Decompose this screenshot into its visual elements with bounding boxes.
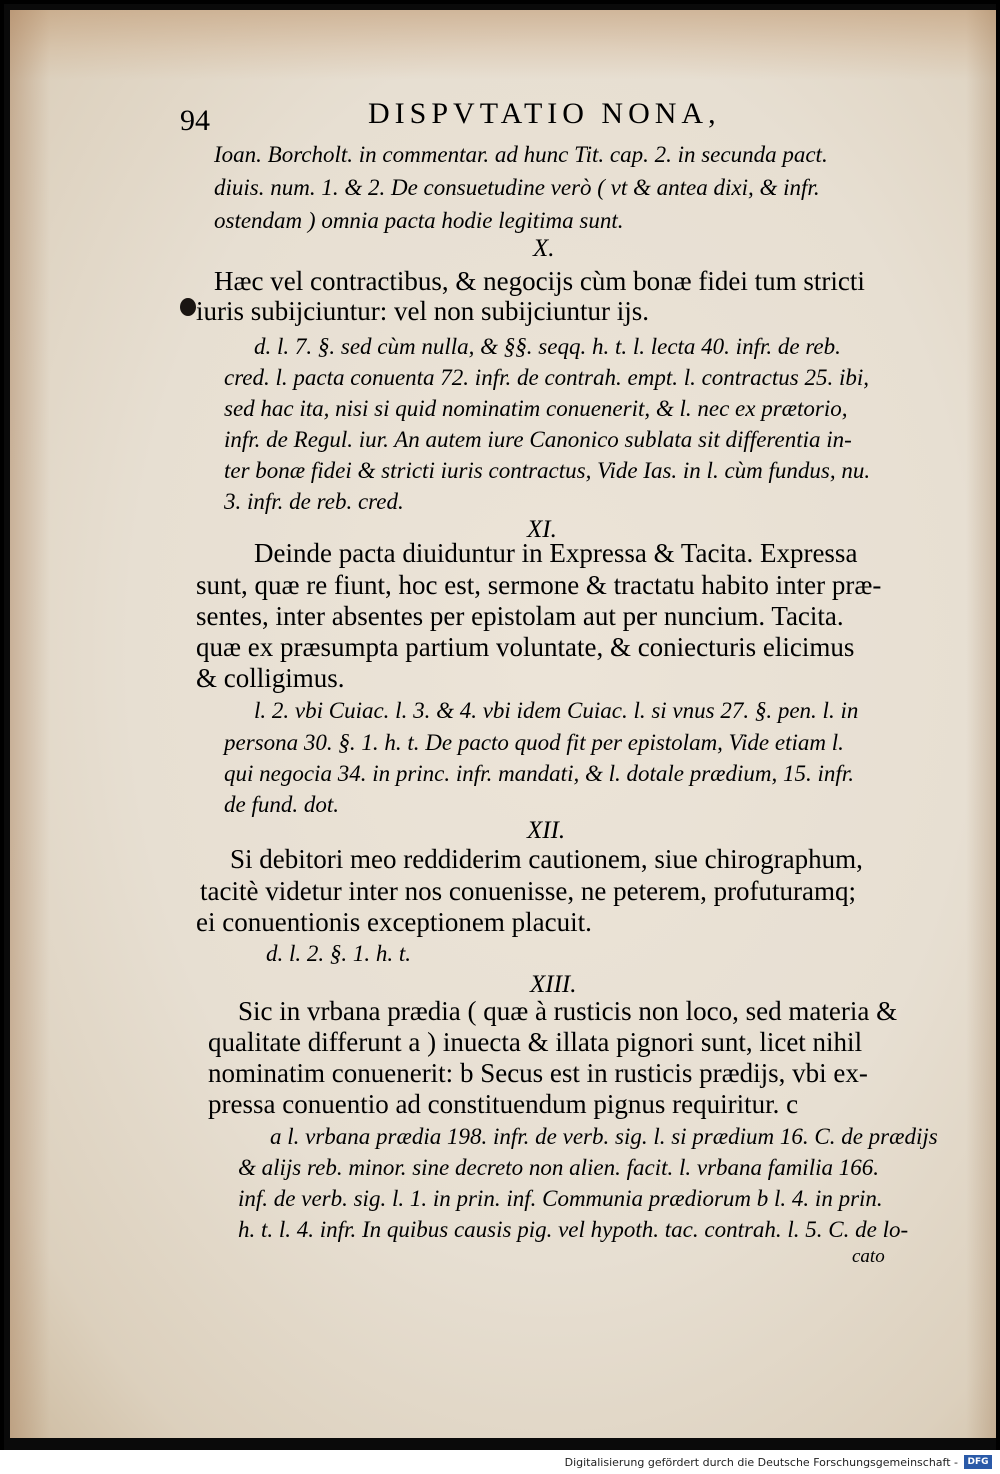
body-line: nominatim conuenerit: b Secus est in rusticis prædijs, vbi ex- <box>208 1058 868 1088</box>
footer-credit: Digitalisierung gefördert durch die Deutsche Forschungsgemeinschaft - <box>564 1456 958 1469</box>
section-heading: XII. <box>527 817 566 844</box>
note-line: sed hac ita, nisi si quid nominatim conuenerit, & l. nec ex prætorio, <box>224 396 848 421</box>
body-line: sunt, quæ re fiunt, hoc est, sermone & tractatu habito inter præ- <box>196 570 882 600</box>
note-line: h. t. l. 4. infr. In quibus causis pig. vel hypoth. tac. contrah. l. 5. C. de lo- <box>238 1217 909 1242</box>
note-line: l. 2. vbi Cuiac. l. 3. & 4. vbi idem Cuiac. l. si vnus 27. §. pen. l. in <box>254 698 859 723</box>
body-line: iuris subijciuntur: vel non subijciuntur ijs. <box>196 296 649 326</box>
body-line: ei conuentionis exceptionem placuit. <box>196 907 592 937</box>
page-number: 94 <box>180 104 210 137</box>
page-stain-left <box>10 10 50 1438</box>
section-heading: X. <box>533 235 555 262</box>
note-line: ter bonæ fidei & stricti iuris contractus, Vide Ias. in l. cùm fundus, nu. <box>224 458 871 483</box>
section-heading: XIII. <box>530 971 577 998</box>
page-stain-right <box>966 10 996 1438</box>
note-line: infr. de Regul. iur. An autem iure Canonico sublata sit differentia in- <box>224 427 852 452</box>
note-line: 3. infr. de reb. cred. <box>224 489 404 514</box>
body-line: Hæc vel contractibus, & negocijs cùm bonæ fidei tum stricti <box>214 266 865 296</box>
body-line: qualitate differunt a ) inuecta & illata pignori sunt, licet nihil <box>208 1027 863 1057</box>
note-line: cred. l. pacta conuenta 72. infr. de contrah. empt. l. contractus 25. ibi, <box>224 365 869 390</box>
body-line: Sic in vrbana prædia ( quæ à rusticis non loco, sed materia & <box>238 996 898 1026</box>
catchword: cato <box>852 1246 885 1267</box>
dfg-logo-icon: DFG <box>964 1455 992 1469</box>
note-line: inf. de verb. sig. l. 1. in prin. inf. Communia prædiorum b l. 4. in prin. <box>238 1186 883 1211</box>
body-line: & colligimus. <box>196 663 345 693</box>
page-stain-top <box>10 10 996 80</box>
body-line: pressa conuentio ad constituendum pignus requiritur. c <box>208 1089 799 1119</box>
body-line: sentes, inter absentes per epistolam aut per nuncium. Tacita. <box>196 601 844 631</box>
note-line: & alijs reb. minor. sine decreto non alien. facit. l. vrbana familia 166. <box>238 1155 879 1180</box>
body-line: Si debitori meo reddiderim cautionem, siue chirographum, <box>230 844 863 874</box>
note-line: qui negocia 34. in princ. infr. mandati, & l. dotale prædium, 15. infr. <box>224 761 854 786</box>
body-line: Deinde pacta diuiduntur in Expressa & Tacita. Expressa <box>254 538 858 568</box>
note-line: de fund. dot. <box>224 792 339 817</box>
section-heading: XI. <box>527 516 557 543</box>
body-line: quæ ex præsumpta partium voluntate, & coniecturis elicimus <box>196 632 855 662</box>
note-line: ostendam ) omnia pacta hodie legitima sunt. <box>214 208 624 233</box>
note-line: d. l. 2. §. 1. h. t. <box>266 941 412 966</box>
ink-blot <box>180 298 196 316</box>
note-line: diuis. num. 1. & 2. De consuetudine verò ( vt & antea dixi, & infr. <box>214 175 820 200</box>
note-line: Ioan. Borcholt. in commentar. ad hunc Tit. cap. 2. in secunda pact. <box>214 142 828 167</box>
note-line: persona 30. §. 1. h. t. De pacto quod fit per epistolam, Vide etiam l. <box>224 730 844 755</box>
running-head: DISPVTATIO NONA, <box>368 97 721 130</box>
note-line: a l. vrbana prædia 198. infr. de verb. sig. l. si prædium 16. C. de prædijs <box>270 1124 938 1149</box>
body-line: tacitè videtur inter nos conuenisse, ne peterem, profuturamq; <box>200 876 857 906</box>
note-line: d. l. 7. §. sed cùm nulla, & §§. seqq. h. t. l. lecta 40. infr. de reb. <box>254 334 841 359</box>
